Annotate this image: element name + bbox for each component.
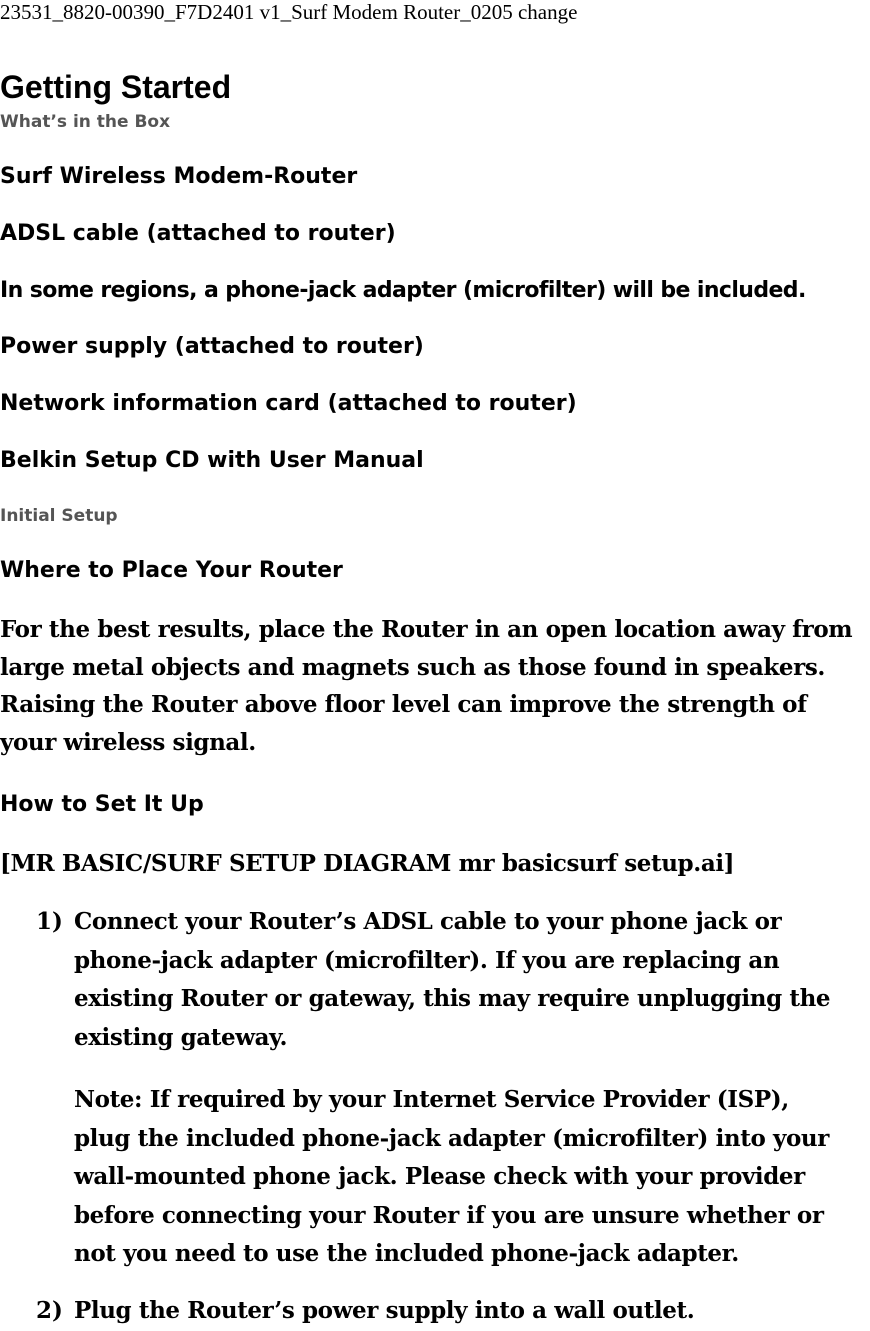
placement-line: your wireless signal. xyxy=(0,729,256,757)
placement-line: For the best results, place the Router in an open location away from xyxy=(0,616,853,643)
note-line: before connecting your Router if you are unsure whether or xyxy=(74,1201,824,1229)
placement-line: Raising the Router above floor level can improve the strength of xyxy=(0,691,807,719)
step-number: 2) xyxy=(36,1297,63,1324)
placement-line: large metal objects and magnets such as those found in speakers. xyxy=(0,653,826,681)
box-item-adsl-cable: ADSL cable (attached to router) xyxy=(0,221,396,246)
step-line: phone-jack adapter (microfilter). If you are replacing an xyxy=(74,946,780,974)
box-item-network-card: Network information card (attached to router) xyxy=(0,391,577,416)
document-header: 23531_8820-00390_F7D2401 v1_Surf Modem Router_0205 change xyxy=(0,0,578,24)
step-line: existing gateway. xyxy=(74,1023,288,1051)
step-line: Plug the Router’s power supply into a wall outlet. xyxy=(74,1297,695,1324)
note-line: wall-mounted phone jack. Please check with your provider xyxy=(74,1163,805,1190)
page-title: Getting Started xyxy=(0,69,232,105)
step-line: Connect your Router’s ADSL cable to your phone jack or xyxy=(74,908,782,935)
placement-paragraph xyxy=(0,611,852,762)
setup-section-heading: Initial Setup xyxy=(0,506,118,526)
step-text xyxy=(74,903,830,1057)
step-number: 1) xyxy=(36,908,63,935)
box-section-heading: What’s in the Box xyxy=(0,112,171,132)
note-line: not you need to use the included phone-jack adapter. xyxy=(74,1240,739,1267)
how-to-heading: How to Set It Up xyxy=(0,792,204,817)
box-item-modem-router: Surf Wireless Modem-Router xyxy=(0,164,358,189)
diagram-placeholder: [MR BASIC/SURF SETUP DIAGRAM mr basicsurf setup.ai] xyxy=(0,850,735,877)
box-item-microfilter: In some regions, a phone-jack adapter (microfilter) will be included. xyxy=(0,278,806,303)
box-item-power-supply: Power supply (attached to router) xyxy=(0,334,424,359)
step-1-note xyxy=(74,1081,829,1274)
step-text xyxy=(74,1292,694,1331)
box-item-setup-cd: Belkin Setup CD with User Manual xyxy=(0,448,424,473)
step-line: existing Router or gateway, this may require unplugging the xyxy=(74,985,831,1012)
note-line: plug the included phone-jack adapter (microfilter) into your xyxy=(74,1124,829,1152)
placement-heading: Where to Place Your Router xyxy=(0,558,343,583)
note-line: Note: If required by your Internet Service Provider (ISP), xyxy=(74,1086,789,1113)
